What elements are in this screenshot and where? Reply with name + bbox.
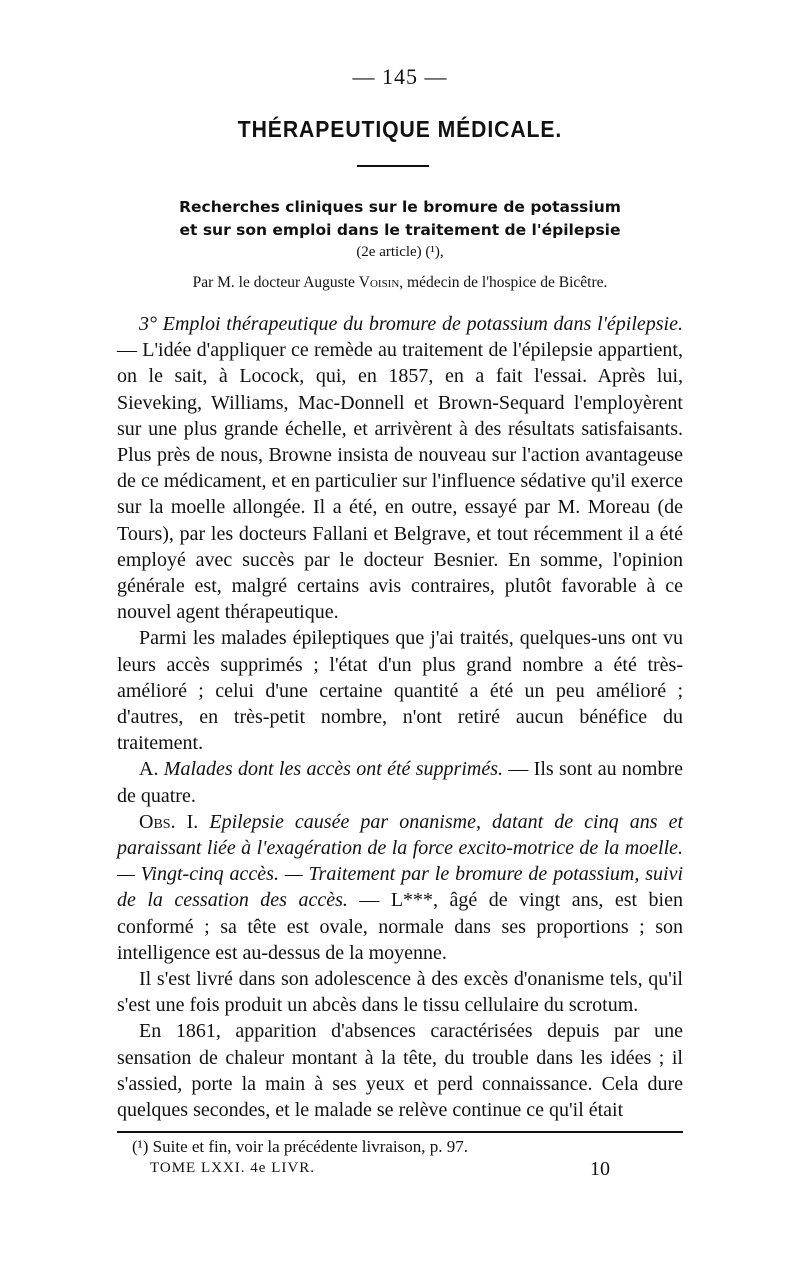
paragraph-1-heading: 3° Emploi thérapeutique du bromure de potassium dans l'épilepsie. [139, 313, 683, 335]
article-title-line-1: Recherches cliniques sur le bromure de potassium [179, 198, 621, 216]
article-title-line-2: et sur son emploi dans le traitement de l'épilepsie [179, 221, 621, 239]
paragraph-3 [117, 756, 683, 808]
footnote: (¹) Suite et fin, voir la précédente livraison, p. 97. [132, 1137, 469, 1156]
signature-volume: TOME LXXI. 4e LIVR. [150, 1160, 315, 1176]
paragraph-3-label: A. [139, 758, 164, 781]
byline-author: Voisin [358, 274, 400, 291]
page-number: — 145 — [352, 64, 448, 89]
footnote-divider [117, 1131, 683, 1133]
paragraph-2: Parmi les malades épileptiques que j'ai traités, quelques-uns ont vu leurs accès supprimés ; l'état d'un plus grand nombre a été très-amélioré ; celui d'une certaine quantité a été un peu amélioré ; d'autres, en très-petit nombre, n'ont retiré aucun bénéfice du traitement. [117, 627, 683, 755]
section-title: THÉRAPEUTIQUE MÉDICALE. [237, 116, 563, 142]
byline-prefix: Par M. le docteur Auguste [192, 274, 359, 291]
printer-signature [150, 1158, 610, 1180]
body-text [117, 311, 683, 1123]
paragraph-5: Il s'est livré dans son adolescence à des excès d'onanisme tels, qu'il s'est une fois produit un abcès dans le tissu cellulaire du scrotum. [117, 968, 683, 1017]
article-title [0, 196, 800, 242]
signature-sheet-number: 10 [590, 1158, 610, 1180]
byline-suffix: , médecin de l'hospice de Bicêtre. [399, 274, 608, 291]
paragraph-3-heading: Malades dont les accès ont été supprimés. [163, 758, 503, 781]
observation-1-heading: Epilepsie causée par onanisme, datant de cinq ans et paraissant liée à l'exagération de la force excito-motrice de la moelle. — Vingt-cinq accès. — Traitement par le bromure de potassium, suivi de la cessation des accès. [117, 810, 684, 912]
observation-1-label: Obs. I. [139, 810, 210, 833]
paragraph-3-text: — Ils sont au nombre de quatre. [117, 758, 684, 807]
observation-1-text: — L***, âgé de vingt ans, est bien conformé ; sa tête est ovale, normale dans ses proportions ; son intelligence est au-dessus de la moyenne. [117, 889, 683, 964]
byline [0, 274, 800, 292]
article-subtitle: (2e article) (¹), [356, 244, 444, 260]
paragraph-1-text: — L'idée d'appliquer ce remède au traitement de l'épilepsie appartient, on le sait, à Locock, qui, en 1857, en a fait l'essai. Après lui, Sieveking, Williams, Mac-Donnell et Brown-Sequard l'employèrent sur une plus grande échelle, et arrivèrent à des résultats satisfaisants. Plus près de nous, Browne insista de nouveau sur l'action avantageuse de ce médicament, et en particulier sur l'influence sédative qu'il exerce sur la moelle allongée. Il a été, en outre, essayé par M. Moreau (de Tours), par les docteurs Fallani et Belgrave, et tout récemment il a été employé avec succès par le docteur Besnier. En somme, l'opinion générale est, malgré certains avis contraires, plutôt favorable à ce nouvel agent thérapeutique. [117, 339, 683, 624]
paragraph-6: En 1861, apparition d'absences caractérisées depuis par une sensation de chaleur montant à la tête, du trouble dans les idées ; il s'assied, porte la main à ses yeux et perd connaissance. Cela dure quelques secondes, et le malade se relève continue ce qu'il était [117, 1020, 683, 1122]
paragraph-1 [117, 311, 683, 625]
title-divider [357, 165, 429, 167]
observation-1 [117, 809, 683, 966]
